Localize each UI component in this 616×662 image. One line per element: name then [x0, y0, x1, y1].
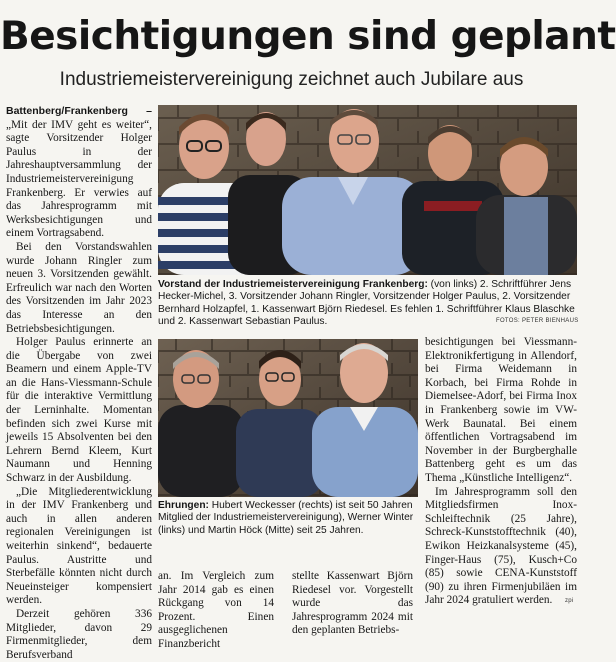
article-column-2	[158, 570, 274, 650]
subheadline: Industriemeistervereinigung zeichnet auch Jubilare aus	[59, 69, 524, 90]
author-tag: zpi	[565, 598, 574, 604]
caption-lead: Vorstand der Industriemeistervereinigung Frankenberg:	[158, 279, 428, 290]
honorees-photo	[158, 339, 418, 497]
headline: Besichtigungen sind geplant	[0, 14, 616, 59]
paragraph-1	[6, 105, 152, 241]
caption-text: Hubert Weckesser (rechts) ist seit 50 Jahren Mitglied der Industriemeistervereinigung), Werner Winter (links) und Martin Höck (Mitte) seit 25 Jahren.	[158, 500, 414, 536]
paragraph-continued: besichtigungen bei Viessmann-Elektronikfertigung in Allendorf, bei Firma Weidemann in Korbach, bei Firma Rohde in Diemelsee-Adorf, bei Firma Inox in Frankenberg sowie im VW-Werk Baunatal. Bei einem öffentlichen Vortragsabend im November in der Burgberghalle Battenberg geht es um das Thema „Künstliche Intelligenz“.	[425, 336, 577, 484]
dateline: Battenberg/Frankenberg –	[6, 105, 152, 117]
honorees-photo-image	[158, 339, 418, 497]
paragraph-2: Bei den Vorstandswahlen wurde Johann Ringler zum neuen 3. Vorsitzenden gewählt. Erfreulich war nach den Worten des Vorsitzenden im Jahr 2023 das Interesse an den Betriebsbesichtigungen.	[6, 240, 152, 335]
honorees-photo-caption	[158, 500, 418, 566]
board-photo-image	[158, 105, 577, 275]
paragraph-continued: stellte Kassenwart Björn Riedesel vor. Vorgestellt wurde das Jahresprogramm 2024 mit den geplanten Betriebs-	[292, 570, 413, 637]
article-column-4	[425, 336, 577, 606]
paragraph-4: „Die Mitgliederentwicklung in der IMV Frankenberg und auch in allen anderen regionalen Vereinigungen ist weiterhin sinkend“, bedauerte Paulus. Austritte und Sterbefälle könnten nicht durch Neueinsteiger kompensiert werden.	[6, 485, 152, 607]
photo-credit: FOTOS: PETER BIENHAUS	[496, 318, 579, 324]
paragraph-1-text: „Mit der IMV geht es weiter“, sagte Vorsitzender Holger Paulus in der Jahreshauptversammlung der Industriemeistervereinigung Frankenberg. Er verwies auf das Jahresprogramm mit Werksbesichtigungen und einem Vortragsabend.	[6, 118, 152, 240]
paragraph-continued: an. Im Vergleich zum Jahr 2014 gab es einen Rückgang von 14 Prozent. Einen ausgeglichenen Finanzbericht	[158, 570, 274, 650]
article-column-3	[292, 570, 413, 637]
paragraph-jubilees: Im Jahresprogramm soll den Mitgliedsfirmen Inox-Schleiftechnik (25 Jahre), Schreck-Kunststofftechnik (40), Ewikon Heizkanalsysteme (45), Finger-Haus (75), Kusch+Co (85) sowie CENA-Kunststoff (90) zu ihren Firmenjubiläen im Jahr 2024 gratuliert werden.	[425, 485, 577, 607]
article-column-1	[6, 105, 152, 661]
paragraph-5: Derzeit gehören 336 Mitglieder, davon 29 Firmenmitglieder, dem Berufsverband	[6, 607, 152, 661]
caption-text: (von links) 2. Schriftführer Jens Hecker-Michel, 3. Vorsitzender Johann Ringler, Vorsitzender Holger Paulus, 2. Vorsitzender Bernhard Holzapfel, 1. Kassenwart Björn Riedesel. Es fehlen 1. Schriftführer Klaus Blaschke und 2. Kassenwart Sebastian Paulus.	[158, 279, 575, 328]
board-photo	[158, 105, 577, 275]
paragraph-3: Holger Paulus erinnerte an die Übergabe von zwei Beamern und einem Apple-TV an die Hans-Viessmann-Schule für die interaktive Vermittlung der Lerninhalte. Momentan befinden sich zwei Kurse mit jeweils 15 Absolventen bei den Lehrern Bernd Kleem, Kurt Naumann und Henning Schwarz in der Ausbildung.	[6, 336, 152, 485]
caption-lead: Ehrungen:	[158, 500, 209, 511]
